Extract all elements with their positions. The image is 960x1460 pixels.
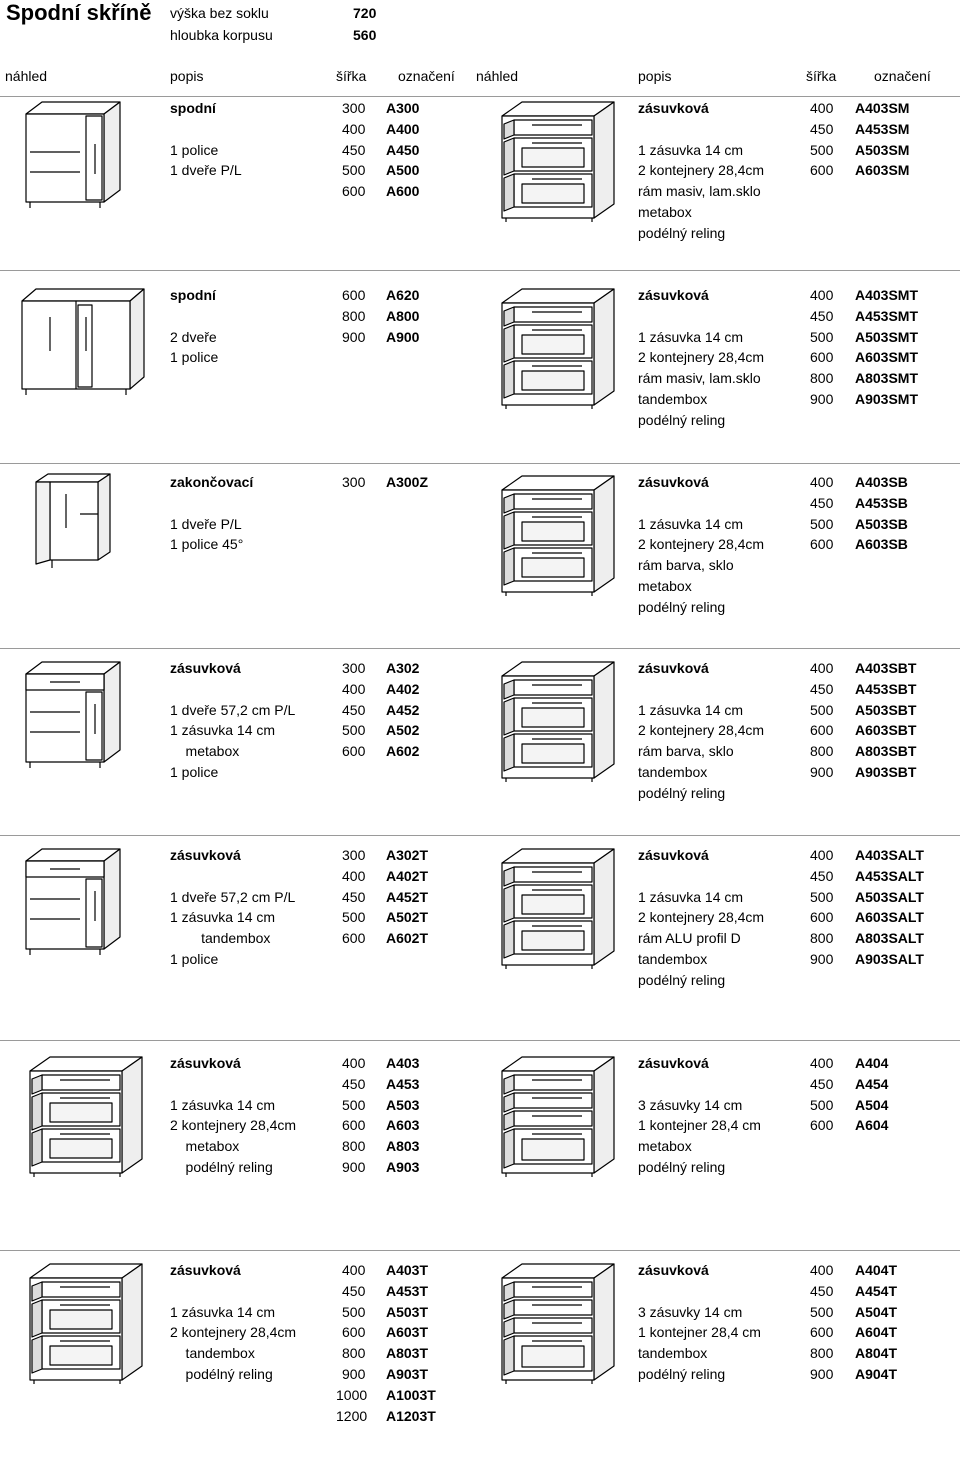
item-description: metabox [638,578,692,594]
height-label: výška bez soklu [170,5,269,21]
item-code: A900 [386,328,420,345]
item-width: 450 [810,680,834,697]
item-width: 300 [342,660,366,676]
item-description: zakončovací [170,474,254,490]
item-description: zásuvková [170,1262,241,1278]
item-code: A403SMT [855,287,919,303]
item-description: tandembox [638,951,708,967]
item-width: 900 [342,328,366,345]
item-description: 3 zásuvky 14 cm [638,1303,743,1320]
item-width: 300 [342,847,366,863]
item-code: A400 [386,120,420,137]
item-width: 600 [810,1324,834,1341]
item-width: 900 [810,951,834,967]
item-width: 450 [810,867,834,884]
item-width: 600 [342,287,366,303]
item-code: A503SBT [855,701,917,718]
item-code: A454T [855,1282,898,1299]
item-width: 500 [810,1303,834,1320]
item-description: 1 zásuvka 14 cm [638,515,744,532]
drawer-cabinet-plain-icon [20,1049,150,1179]
item-description: rám masiv, lam.sklo [638,370,761,387]
item-code: A453 [386,1075,420,1092]
item-description: zásuvková [638,1055,709,1071]
item-code: A453SBT [855,680,917,697]
item-code: A402T [386,867,429,884]
item-description: 1 police [170,764,219,780]
item-description: podélný reling [170,1159,273,1175]
item-code: A603SM [855,162,910,179]
item-code: A803 [386,1138,420,1155]
item-description: rám barva, sklo [638,743,734,760]
item-code: A300Z [386,474,429,490]
item-description: zásuvková [638,1262,709,1278]
item-width: 400 [342,680,366,697]
item-code: A903SBT [855,764,917,780]
item-width: 500 [342,1096,366,1113]
depth-label: hloubka korpusu [170,27,273,43]
item-description: rám masiv, lam.sklo [638,183,761,200]
item-description: tandembox [638,764,708,780]
item-width: 900 [810,391,834,407]
item-description: 1 dveře P/L [170,515,242,532]
item-description: tandembox [638,391,708,407]
item-description: podélný reling [638,411,726,428]
item-width: 450 [810,494,834,511]
item-width: 450 [342,141,366,158]
row-divider [0,463,960,464]
item-description: zásuvková [638,474,709,490]
item-width: 450 [342,1075,366,1092]
item-description: 1 dveře 57,2 cm P/L [170,888,296,905]
item-code: A603SBT [855,722,917,739]
item-description: 1 kontejner 28,4 cm [638,1324,761,1341]
item-code: A404T [855,1262,898,1278]
drawer-door-cabinet-icon [20,654,150,784]
item-width: 600 [810,722,834,739]
item-width: 450 [342,888,366,905]
drawer-cabinet-3-icon [492,281,622,411]
item-description: podélný reling [170,1366,273,1382]
item-description: zásuvková [638,287,709,303]
item-width: 500 [810,515,834,532]
item-width: 400 [342,1055,366,1071]
item-width: 900 [342,1366,366,1382]
item-description: podélný reling [638,224,726,241]
drawer-cabinet-3-icon [492,468,622,598]
item-code: A903T [386,1366,429,1382]
item-description: zásuvková [638,847,709,863]
item-width: 500 [342,722,366,739]
item-description: 1 police [170,951,219,967]
item-code: A604 [855,1117,889,1134]
item-description: rám ALU profil D [638,930,741,947]
item-description: 2 kontejnery 28,4cm [638,162,765,179]
height-value: 720 [353,5,377,21]
item-code: A502 [386,722,420,739]
item-width: 500 [342,162,366,179]
item-width: 450 [342,1282,366,1299]
item-width: 400 [342,1262,366,1278]
drawer-cabinet-4-icon [492,1049,622,1179]
item-width: 1200 [336,1407,368,1424]
row-divider [0,270,960,271]
item-code: A302 [386,660,420,676]
col-header-preview-left: náhled [5,68,48,84]
item-description: spodní [170,100,216,116]
item-width: 400 [342,867,366,884]
item-width: 800 [810,743,834,760]
item-width: 500 [810,328,834,345]
col-header-preview-right: náhled [476,68,519,84]
item-width: 450 [810,120,834,137]
item-code: A453T [386,1282,429,1299]
drawer-cabinet-4-icon [492,1256,622,1386]
item-code: A600 [386,183,420,200]
row-divider [0,648,960,649]
item-description: metabox [170,743,240,760]
item-width: 600 [810,162,834,179]
item-code: A903SMT [855,391,919,407]
item-code: A803SMT [855,370,919,387]
item-code: A504 [855,1096,889,1113]
item-code: A403SALT [855,847,924,863]
item-width: 900 [810,1366,834,1382]
item-width: 900 [810,764,834,780]
item-description: 1 police [170,349,219,366]
item-code: A603T [386,1324,429,1341]
item-width: 600 [342,743,366,760]
item-code: A403SM [855,100,910,116]
item-width: 600 [810,349,834,366]
item-code: A803SBT [855,743,917,760]
item-description: zásuvková [170,1055,241,1071]
col-header-code-left: označení [398,68,455,84]
item-width: 800 [342,1138,366,1155]
item-width: 600 [342,1324,366,1341]
base-cabinet-1-door-icon [20,94,150,224]
col-header-desc-right: popis [638,68,672,84]
item-code: A503SB [855,515,908,532]
item-description: 1 zásuvka 14 cm [170,1096,276,1113]
item-description: 2 kontejnery 28,4cm [638,349,765,366]
item-description: zásuvková [170,847,241,863]
drawer-cabinet-3-icon [492,841,622,971]
item-width: 600 [810,536,834,553]
item-width: 450 [810,307,834,324]
drawer-cabinet-plain-icon [20,1256,150,1386]
item-code: A603SB [855,536,908,553]
item-description: 2 kontejnery 28,4cm [170,1117,297,1134]
item-width: 400 [810,100,834,116]
item-code: A620 [386,287,420,303]
item-width: 600 [342,1117,366,1134]
item-code: A502T [386,909,429,926]
item-description: 1 zásuvka 14 cm [638,888,744,905]
item-width: 800 [810,930,834,947]
item-code: A803T [386,1345,429,1362]
drawer-cabinet-3-icon [492,94,622,224]
item-width: 500 [342,1303,366,1320]
item-code: A503SM [855,141,910,158]
item-width: 600 [342,183,366,200]
item-width: 400 [810,847,834,863]
item-width: 800 [810,1345,834,1362]
row-divider [0,835,960,836]
item-description: 2 kontejnery 28,4cm [638,722,765,739]
item-description: metabox [638,204,692,220]
item-width: 800 [342,307,366,324]
item-code: A603 [386,1117,420,1134]
item-width: 400 [810,1055,834,1071]
item-code: A403SBT [855,660,917,676]
item-width: 500 [810,888,834,905]
item-code: A603SMT [855,349,919,366]
col-header-width-right: šířka [806,68,837,84]
item-description: 1 police [170,141,219,158]
item-width: 800 [810,370,834,387]
item-width: 400 [810,660,834,676]
item-description: rám barva, sklo [638,557,734,574]
item-description: podélný reling [638,1366,726,1382]
item-description: zásuvková [638,100,709,116]
item-code: A450 [386,141,420,158]
item-width: 500 [810,701,834,718]
item-description: 1 police 45° [170,536,244,553]
row-divider [0,1250,960,1251]
item-description: tandembox [638,1345,708,1362]
item-code: A452T [386,888,429,905]
item-code: A500 [386,162,420,179]
item-code: A503 [386,1096,420,1113]
item-code: A800 [386,307,420,324]
item-width: 500 [342,909,366,926]
item-code: A602 [386,743,420,760]
item-description: 3 zásuvky 14 cm [638,1096,743,1113]
item-width: 450 [810,1282,834,1299]
item-code: A453SMT [855,307,919,324]
item-description: 1 dveře 57,2 cm P/L [170,701,296,718]
item-description: 1 zásuvka 14 cm [638,141,744,158]
item-width: 450 [810,1075,834,1092]
item-description: 2 kontejnery 28,4cm [638,536,765,553]
item-description: tandembox [170,930,271,947]
drawer-door-cabinet-icon [20,841,150,971]
item-description: 1 kontejner 28,4 cm [638,1117,761,1134]
corner-end-cabinet-icon [20,468,150,598]
item-code: A603SALT [855,909,924,926]
item-width: 900 [342,1159,366,1175]
item-width: 400 [342,120,366,137]
base-cabinet-2-doors-icon [20,281,150,411]
item-description: 1 zásuvka 14 cm [638,328,744,345]
item-code: A454 [855,1075,889,1092]
item-description: zásuvková [638,660,709,676]
item-description: tandembox [170,1345,255,1362]
item-code: A602T [386,930,429,947]
item-code: A403T [386,1262,429,1278]
item-code: A403SB [855,474,908,490]
item-code: A1003T [386,1386,436,1403]
item-width: 400 [810,474,834,490]
row-divider [0,1040,960,1041]
item-code: A803SALT [855,930,924,947]
item-width: 800 [342,1345,366,1362]
item-width: 1000 [336,1386,368,1403]
item-description: spodní [170,287,216,303]
item-width: 300 [342,474,366,490]
depth-value: 560 [353,27,377,43]
item-description: podélný reling [638,1159,726,1175]
item-code: A452 [386,701,420,718]
item-width: 300 [342,100,366,116]
item-code: A453SM [855,120,910,137]
item-width: 400 [810,287,834,303]
item-description: 1 zásuvka 14 cm [638,701,744,718]
item-code: A604T [855,1324,898,1341]
item-width: 500 [810,1096,834,1113]
item-description: 1 zásuvka 14 cm [170,909,276,926]
item-code: A300 [386,100,420,116]
item-code: A504T [855,1303,898,1320]
item-description: 1 dveře P/L [170,162,242,179]
item-code: A453SB [855,494,908,511]
item-description: podélný reling [638,598,726,615]
item-code: A503SMT [855,328,919,345]
item-width: 600 [810,1117,834,1134]
item-code: A404 [855,1055,889,1071]
item-width: 600 [810,909,834,926]
item-code: A402 [386,680,420,697]
col-header-desc-left: popis [170,68,204,84]
item-code: A302T [386,847,429,863]
item-code: A503T [386,1303,429,1320]
item-description: 2 kontejnery 28,4cm [638,909,765,926]
item-code: A503SALT [855,888,924,905]
item-code: A403 [386,1055,420,1071]
item-description: 2 dveře [170,328,217,345]
item-description: 1 zásuvka 14 cm [170,722,276,739]
col-header-width-left: šířka [336,68,367,84]
item-description: 1 zásuvka 14 cm [170,1303,276,1320]
col-header-code-right: označení [874,68,931,84]
item-width: 450 [342,701,366,718]
item-code: A453SALT [855,867,924,884]
item-code: A1203T [386,1407,436,1424]
item-description: podélný reling [638,784,726,801]
item-description: podélný reling [638,971,726,988]
item-code: A904T [855,1366,898,1382]
item-description: metabox [638,1138,692,1155]
drawer-cabinet-3-icon [492,654,622,784]
item-description: metabox [170,1138,240,1155]
item-width: 500 [810,141,834,158]
item-description: 2 kontejnery 28,4cm [170,1324,297,1341]
page-title: Spodní skříně [6,0,152,25]
item-code: A804T [855,1345,898,1362]
item-width: 400 [810,1262,834,1278]
item-code: A903SALT [855,951,924,967]
item-description: zásuvková [170,660,241,676]
item-width: 600 [342,930,366,947]
item-code: A903 [386,1159,420,1175]
